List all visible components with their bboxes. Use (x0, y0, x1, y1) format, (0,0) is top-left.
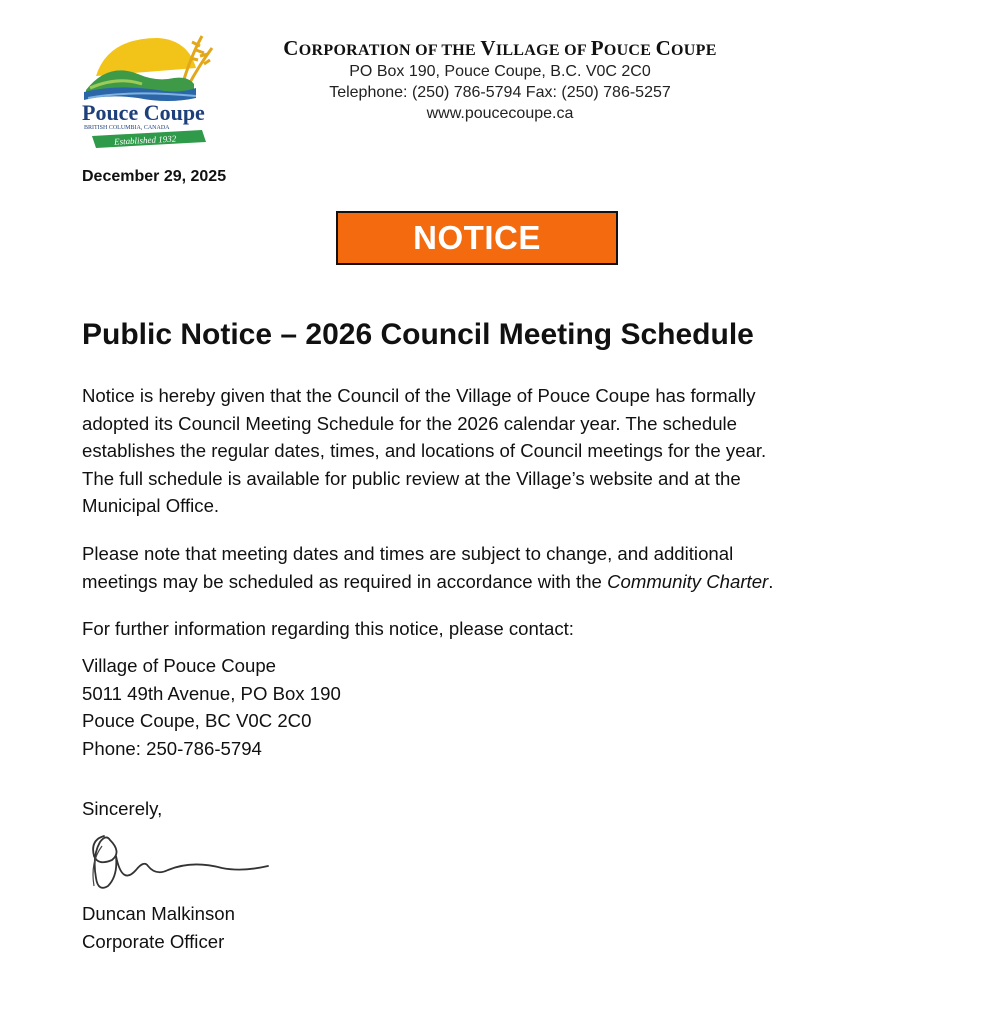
paragraph-line: Notice is hereby given that the Council of the Village of Pouce Coupe has formally (82, 385, 756, 406)
paragraph-text: meetings may be scheduled as required in accordance with the (82, 570, 608, 592)
org-name-part: OUPE (671, 42, 717, 59)
org-name-part: OUCE (603, 42, 656, 59)
handwritten-signature (82, 826, 282, 900)
logo-graphic (78, 28, 218, 153)
logo-sun-shape (96, 38, 196, 76)
paragraph-contact-intro: For further information regarding this notice, please contact: (82, 618, 574, 639)
signer-title: Corporate Officer (82, 930, 225, 952)
logo-town-name: Pouce Coupe (82, 100, 205, 125)
community-charter-reference: Community Charter (607, 570, 769, 592)
contact-block (82, 652, 341, 762)
contact-address-line2: Pouce Coupe, BC V0C 2C0 (82, 710, 312, 731)
logo-region: BRITISH COLUMBIA, CANADA (84, 125, 170, 131)
signer-block (82, 900, 235, 955)
notice-title: Public Notice – 2026 Council Meeting Schedule (82, 318, 754, 351)
paragraph-adoption (82, 382, 912, 520)
signer-name: Duncan Malkinson (82, 903, 235, 924)
signature-icon (82, 826, 282, 900)
logo-established: Established 1932 (113, 133, 177, 147)
org-name-part: V (480, 36, 496, 60)
contact-name: Village of Pouce Coupe (82, 655, 276, 676)
paragraph-line (82, 568, 912, 596)
notice-banner: NOTICE (336, 211, 618, 265)
paragraph-line: The full schedule is available for public review at the Village’s website and at the (82, 467, 741, 489)
closing: Sincerely, (82, 798, 163, 819)
org-name-part: P (590, 36, 604, 60)
letterhead (200, 36, 800, 124)
paragraph-line: Municipal Office. (82, 495, 220, 516)
org-phone-fax: Telephone: (250) 786-5794 Fax: (250) 786-5257 (329, 84, 671, 101)
letter-date: December 29, 2025 (82, 168, 227, 185)
org-address: PO Box 190, Pouce Coupe, B.C. V0C 2C0 (349, 63, 651, 80)
org-name-part: C (283, 36, 299, 60)
paragraph-changes (82, 540, 912, 595)
paragraph-line: adopted its Council Meeting Schedule for the 2026 calendar year. The schedule (82, 412, 738, 434)
org-name-part: C (655, 36, 672, 60)
paragraph-line: Please note that meeting dates and times are subject to change, and additional (82, 543, 734, 564)
contact-address-line1: 5011 49th Avenue, PO Box 190 (82, 682, 341, 704)
org-name-part: ORPORATION OF THE (298, 42, 481, 59)
org-name (200, 36, 800, 61)
paragraph-line: establishes the regular dates, times, and locations of Council meetings for the year. (82, 440, 767, 461)
paragraph-text: . (768, 570, 774, 592)
org-website: www.poucecoupe.ca (426, 105, 574, 122)
village-logo (78, 28, 218, 153)
contact-phone: Phone: 250-786-5794 (82, 737, 262, 759)
org-name-part: ILLAGE OF (495, 42, 591, 59)
